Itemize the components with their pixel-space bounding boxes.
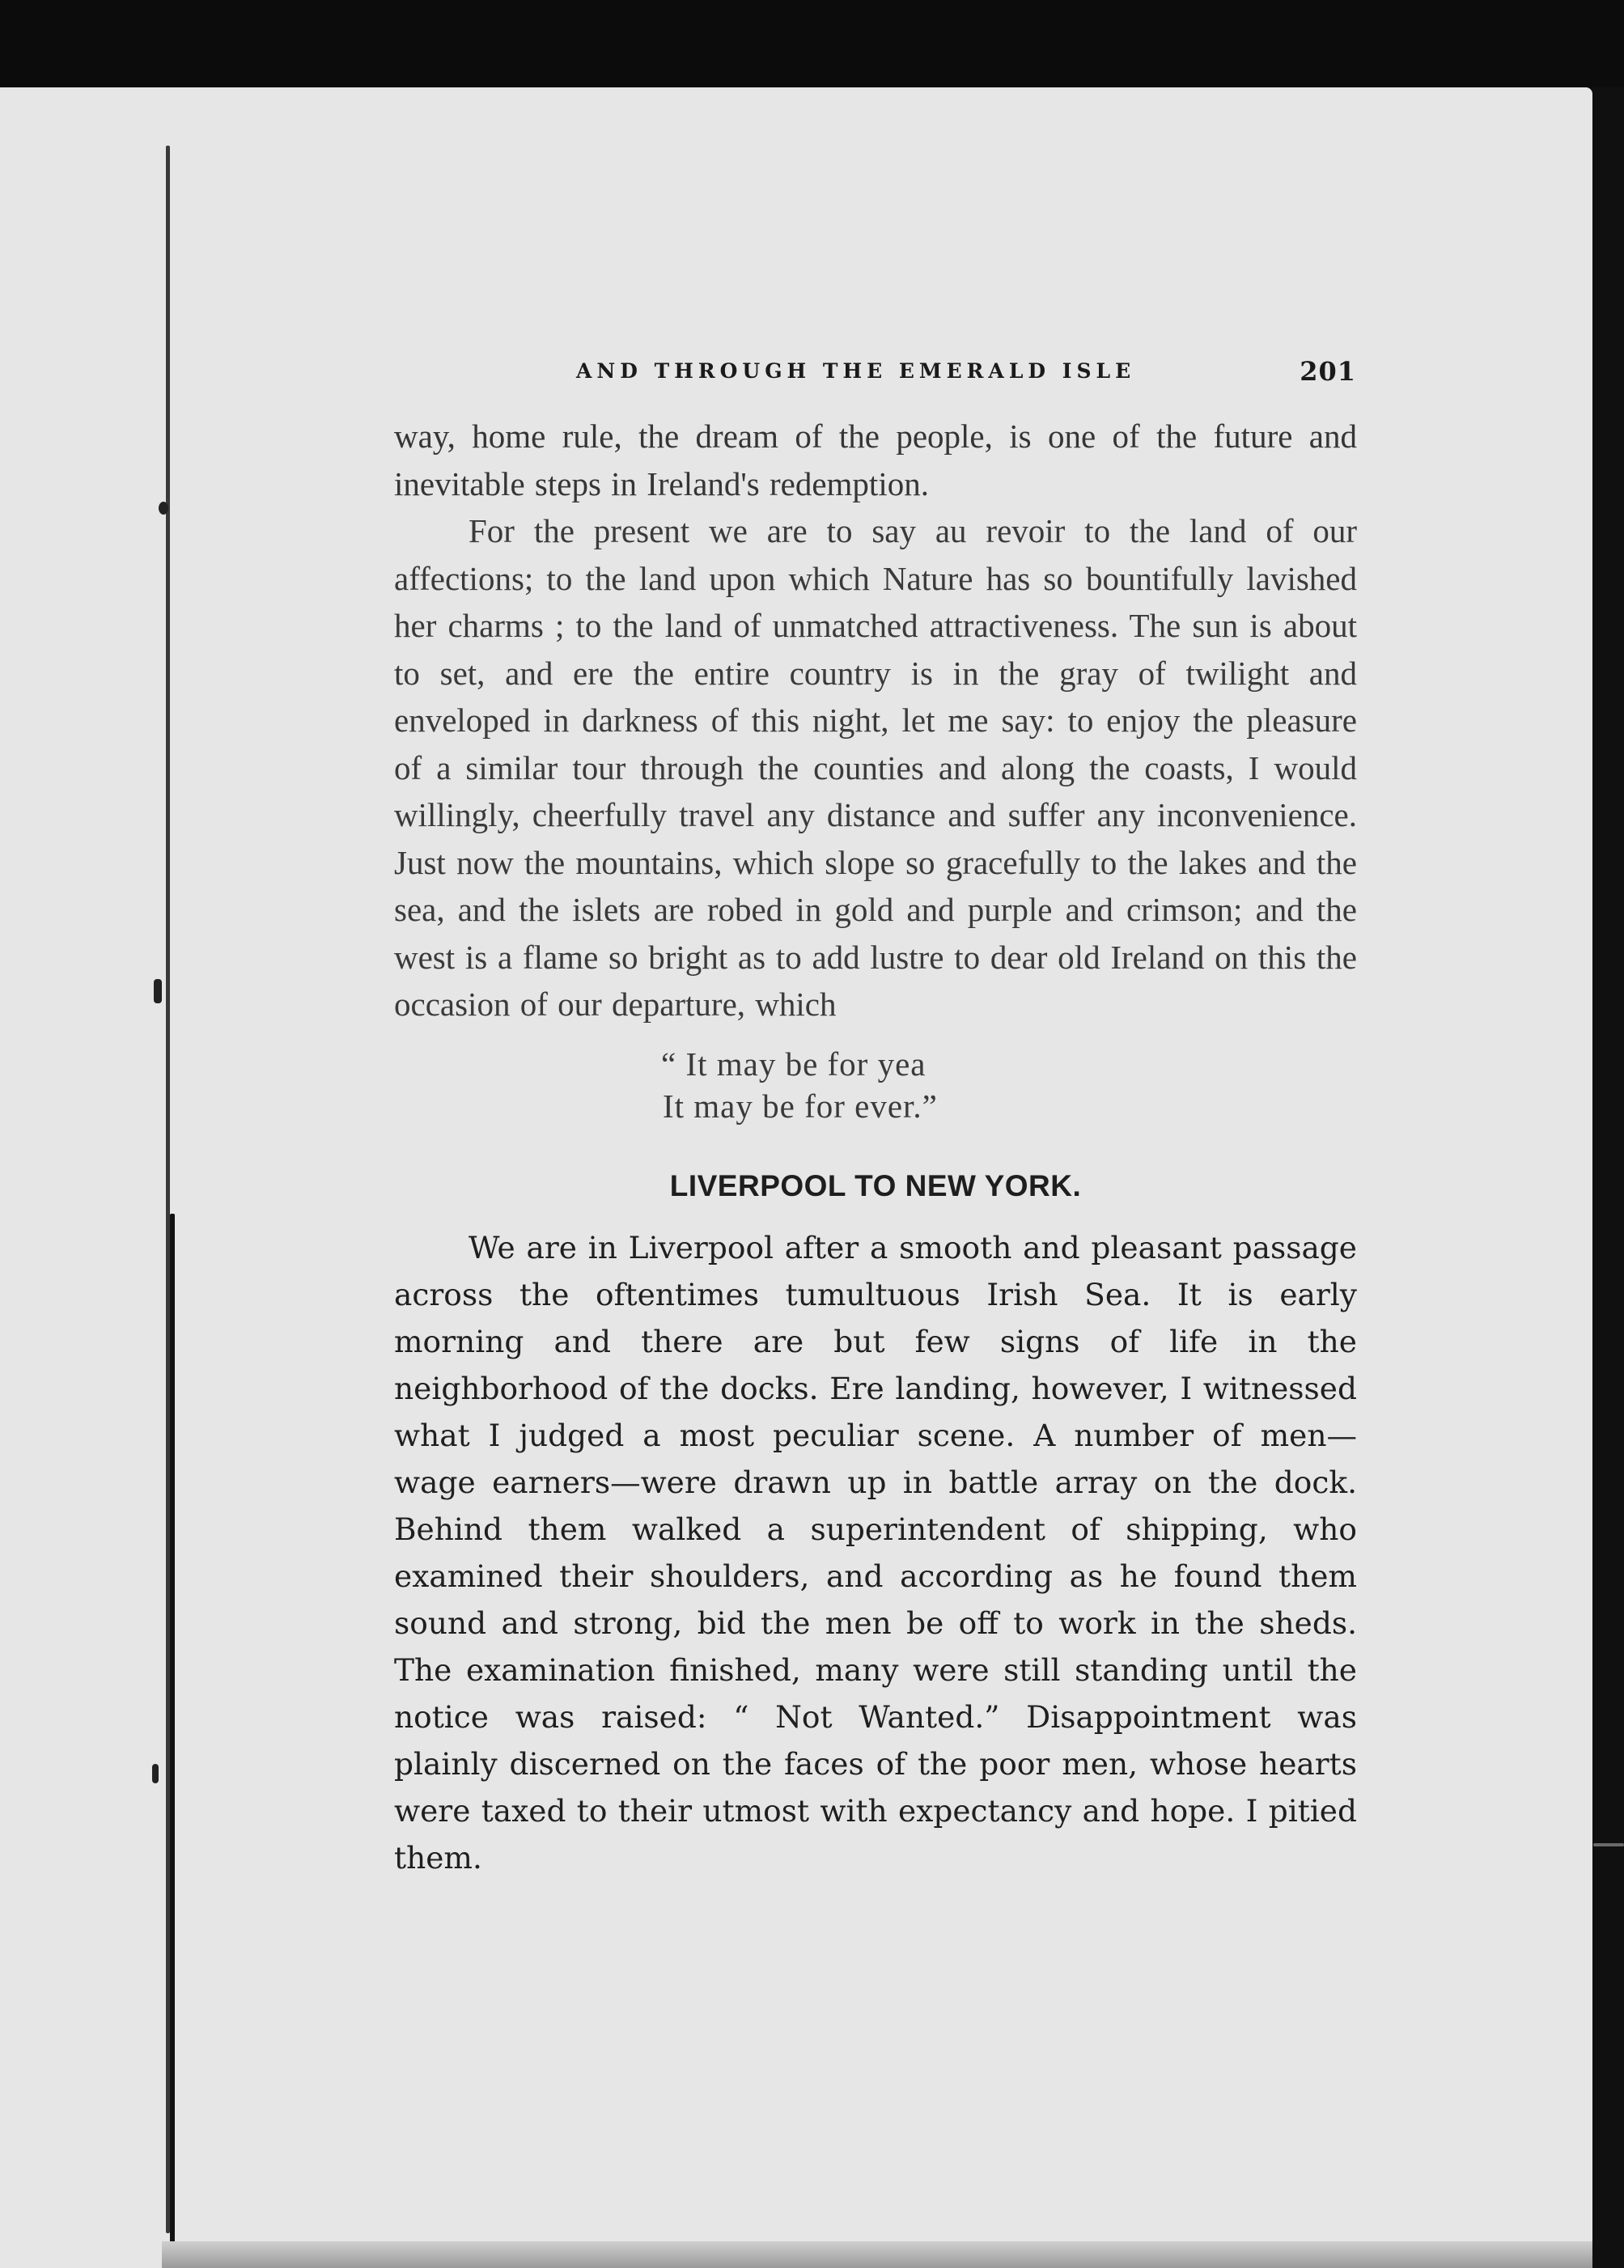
running-head-title: AND THROUGH THE EMERALD ISLE bbox=[576, 359, 1136, 383]
scan-bottom-edge bbox=[162, 2241, 1592, 2268]
paragraph-liverpool: We are in Liverpool after a smooth and pleasant passage across the oftentimes tumultuous Irish Sea. It is early morning and there are but few signs of life in the neighborhood of the docks. Ere landing, however, I witnessed what I judged a most peculiar scene. A number of men—wage earners—were drawn up in battle array on the dock. Behind them walked a superintendent of shipping, who examined their shoulders, and according as he found them sound and strong, bid the men be off to work in the sheds. The examination finished, many were still standing until the notice was raised: “ Not Wanted.” Disappointment was plainly discerned on the faces of the poor men, whose hearts were taxed to their utmost with expectancy and hope. I pitied them. bbox=[394, 1229, 1357, 1876]
scan-speck bbox=[154, 979, 162, 1003]
page-body bbox=[394, 413, 1357, 1881]
page-number: 201 bbox=[1300, 356, 1356, 387]
paragraph-continuation: way, home rule, the dream of the people, is one of the future and inevitable steps in Ireland's redemption. bbox=[394, 418, 1357, 502]
binding-gutter-line-lower bbox=[170, 1214, 175, 2257]
running-head bbox=[388, 356, 1367, 392]
scan-speck bbox=[1593, 1843, 1624, 1846]
verse-quote bbox=[394, 1043, 1357, 1127]
scan-border-right bbox=[1592, 87, 1624, 2268]
scan-speck bbox=[152, 1764, 159, 1783]
verse-line: It may be for ever.” bbox=[663, 1087, 938, 1125]
scan-speck bbox=[159, 502, 168, 515]
paragraph-farewell: For the present we are to say au revoir to the land of our affections; to the land upon which Nature has so bountifully lavished her charms ; to the land of unmatched attractiveness. The sun is about to set, and ere the entire country is in the gray of twilight and enveloped in darkness of this night, let me say: to enjoy the pleasure of a similar tour through the counties and along the coasts, I would willingly, cheerfully travel any distance and suffer any inconvenience. Just now the mountains, which slope so gracefully to the lakes and the sea, and the islets are robed in gold and purple and crimson; and the west is a flame so bright as to add lustre to dear old Ireland on this the occasion of our departure, which bbox=[394, 512, 1357, 1023]
verse-line: “ It may be for yea bbox=[661, 1045, 926, 1083]
section-heading: LIVERPOOL TO NEW YORK. bbox=[669, 1168, 1082, 1202]
